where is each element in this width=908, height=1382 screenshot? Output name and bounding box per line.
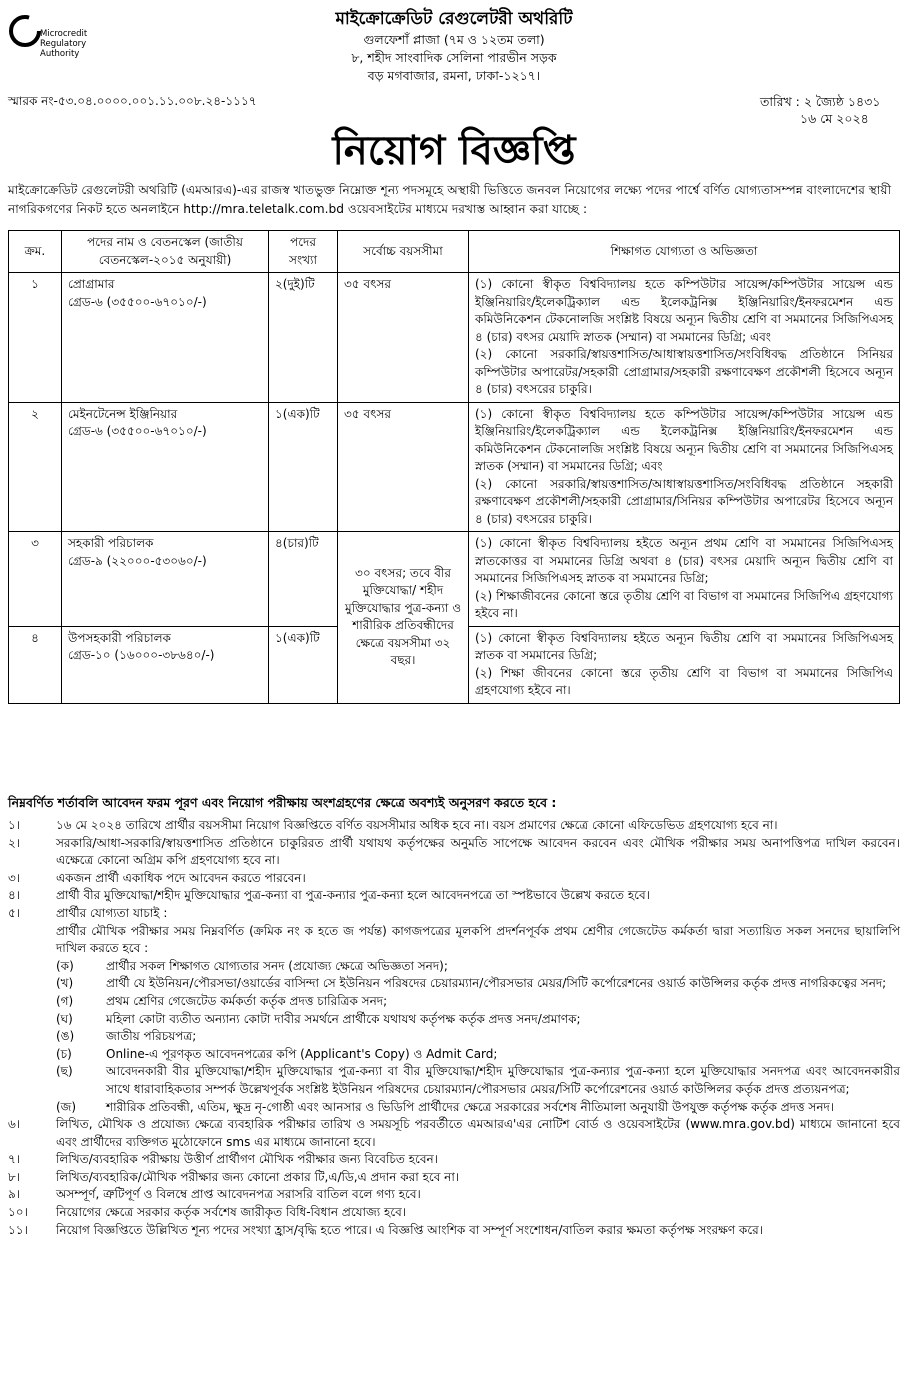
cell-qualification [469, 532, 900, 627]
sub-item-number: (জ) [56, 1099, 77, 1114]
post-grade: গ্রেড-৬ (৩৫৫০০-৬৭০১০/-) [68, 294, 207, 309]
sub-item-text: শারীরিক প্রতিবন্ধী, এতিম, ক্ষুদ্র নৃ-গোষ্ঠী এবং আনসার ও ভিডিপি প্রার্থীদের ক্ষেত্রে সরকারের সর্বশেষ নীতিমালা অনুযায়ী উপযুক্ত কর্তৃপক্ষ কর্তৃক প্রদত্ত সনদ। [106, 1099, 835, 1114]
sub-item-text: Online-এ পূরণকৃত আবেদনপত্রের কপি (Applicant's Copy) ও Admit Card; [106, 1046, 498, 1061]
cell-post [62, 273, 269, 403]
condition-number: ১। [8, 818, 21, 832]
sub-item-text: মহিলা কোটা ব্যতীত অন্যান্য কোটা দাবীর সমর্থনে প্রার্থীকে যথাযথ কর্তৃপক্ষ কর্তৃক প্রদত্ত সনদ/প্রমাণক; [106, 1011, 581, 1026]
header-qualification: শিক্ষাগত যোগ্যতা ও অভিজ্ঞতা [469, 231, 900, 273]
condition-item [8, 887, 900, 905]
sub-item [56, 993, 900, 1011]
cell-post [62, 532, 269, 627]
condition-text [56, 905, 900, 1116]
condition-item [8, 835, 900, 870]
condition-text: একজন প্রার্থী একাধিক পদে আবেদন করতে পারবেন। [56, 870, 306, 885]
condition-number: ৯। [8, 1187, 21, 1202]
condition-item [8, 1204, 900, 1222]
qualification-item: (২) কোনো সরকারি/স্বায়ত্তশাসিত/আধাস্বায়ত্তশাসিত/সংবিধিবদ্ধ প্রতিষ্ঠানে সিনিয়র কম্পিউটার অপারেটর/সহকারী প্রোগ্রামার/সহকারী রক্ষণাবেক্ষণ প্রকৌশলী হিসেবে অন্যূন ৪ (চার) বৎসরের চাকুরি। [475, 347, 893, 396]
sub-item [56, 958, 900, 976]
logo-line: Regulatory [40, 39, 87, 49]
sub-item-number: (ছ) [56, 1064, 73, 1079]
table-row [9, 402, 900, 532]
condition-number: ৩। [8, 870, 21, 885]
condition-text: ১৬ মে ২০২৪ তারিখে প্রার্থীর বয়সসীমা নিয়োগ বিজ্ঞপ্তিতে বর্ণিত বয়সসীমার অধিক হবে না। বয়স প্রমাণের ক্ষেত্রে কোনো এফিডেভিড গ্রহণযোগ্য হবে না। [56, 818, 778, 832]
page-title: নিয়োগ বিজ্ঞপ্তি [332, 127, 576, 174]
cell-qualification [469, 626, 900, 703]
cell-post [62, 626, 269, 703]
condition-item [8, 817, 900, 835]
header-serial: ক্রম. [9, 231, 62, 273]
condition-number: ৭। [8, 1152, 21, 1167]
sub-item [56, 1046, 900, 1064]
condition-number: ৫। [8, 905, 21, 920]
cell-serial: ২ [9, 402, 62, 532]
address-line: বড় মগবাজার, রমনা, ঢাকা-১২১৭। [367, 68, 541, 83]
condition-item [8, 905, 900, 1116]
memo-number: স্মারক নং-৫৩.০৪.০০০০.০০১.১১.০০৮.২৪-১১১৭ [8, 94, 257, 108]
condition-item [8, 1169, 900, 1187]
sub-item [56, 1011, 900, 1029]
condition-number: ৬। [8, 1117, 21, 1132]
sub-item [56, 1063, 900, 1098]
table-row [9, 273, 900, 403]
conditions-list [8, 817, 900, 1239]
qualification-item: (১) কোনো স্বীকৃত বিশ্ববিদ্যালয় হইতে অন্যূন দ্বিতীয় শ্রেণি বা সমমানের সিজিপিএসহ স্নাতক বা সমমানের ডিগ্রি; [475, 630, 893, 662]
cell-count: ২(দুই)টি [269, 273, 338, 403]
sub-item [56, 1099, 900, 1117]
condition-item [8, 870, 900, 888]
post-name: উপসহকারী পরিচালক [68, 630, 171, 645]
sub-item [56, 975, 900, 993]
sub-item-number: (গ) [56, 993, 74, 1008]
cell-age-merged: ৩০ বৎসর; তবে বীর মুক্তিযোদ্ধা/ শহীদ মুক্তিযোদ্ধার পুত্র-কন্যা ও শারীরিক প্রতিবন্ধীদের ক্ষেত্রে বয়সসীমা ৩২ বছর। [338, 532, 469, 704]
header-age: সর্বোচ্চ বয়সসীমা [338, 231, 469, 273]
intro-paragraph: মাইক্রোক্রেডিট রেগুলেটরী অথরিটি (এমআরএ)-এর রাজস্ব খাতভুক্ত নিম্নোক্ত শূন্য পদসমূহে অস্থায়ী ভিত্তিতে জনবল নিয়োগের লক্ষ্যে পদের পার্শ্বে বর্ণিত যোগ্যতাসম্পন্ন বাংলাদেশের স্থায়ী নাগরিকগণের নিকট হতে অনলাইনে http://mra.teletalk.com.bd ওয়েবসাইটের মাধ্যমে দরখাস্ত আহ্বান করা যাচ্ছে : [8, 183, 892, 216]
condition-text: প্রার্থী বীর মুক্তিযোদ্ধা/শহীদ মুক্তিযোদ্ধার পুত্র-কন্যা বা পুত্র-কন্যার পুত্র-কন্যা হলে আবেদনপত্রে তা স্পষ্টভাবে উল্লেখ করতে হবে। [56, 888, 650, 903]
cell-age: ৩৫ বৎসর [338, 273, 469, 403]
address-line: ৮, শহীদ সাংবাদিক সেলিনা পারভীন সড়ক [351, 50, 557, 65]
condition-number: ১০। [8, 1205, 28, 1220]
post-name: প্রোগ্রামার [68, 277, 115, 291]
condition-item [8, 1186, 900, 1204]
qualification-item: (১) কোনো স্বীকৃত বিশ্ববিদ্যালয় হতে কম্পিউটার সায়েন্স/কম্পিউটার সায়েন্স এন্ড ইঞ্জিনিয়ারিং/ইলেকট্রিক্যাল এন্ড ইলেকট্রনিক্স ইঞ্জিনিয়ারিং/ইনফরমেশন এন্ড কমিউনিকেশন টেকনোলজি সংশ্লিষ্ট বিষয়ে অন্যূন দ্বিতীয় শ্রেণি বা সমমানের সিজিপিএসহ স্নাতক (সম্মান) বা সমমানের ডিগ্রি; এবং [475, 406, 893, 473]
condition-text: অসম্পূর্ণ, ত্রুটিপূর্ণ ও বিলম্বে প্রাপ্ত আবেদনপত্র সরাসরি বাতিল বলে গণ্য হবে। [56, 1187, 421, 1202]
post-grade: গ্রেড-১০ (১৬০০০-৩৮৬৪০/-) [68, 648, 215, 662]
condition-item [8, 1222, 900, 1240]
cell-serial: ৩ [9, 532, 62, 627]
qualification-item: (১) কোনো স্বীকৃত বিশ্ববিদ্যালয় হতে কম্পিউটার সায়েন্স/কম্পিউটার সায়েন্স এন্ড ইঞ্জিনিয়ারিং/ইলেকট্রিক্যাল এন্ড ইলেকট্রনিক্স ইঞ্জিনিয়ারিং/ইনফরমেশন এন্ড কমিউনিকেশন টেকনোলজি সংশ্লিষ্ট বিষয়ে অন্যূন দ্বিতীয় শ্রেণি বা সমমানের সিজিপিএসহ ৪ (চার) বৎসর মেয়াদি স্নাতক (সম্মান) বা সমমানের ডিগ্রি; এবং [475, 277, 893, 344]
cell-serial: ১ [9, 273, 62, 403]
sub-item-text: জাতীয় পরিচয়পত্র; [106, 1029, 197, 1044]
table-row [9, 532, 900, 627]
post-name: সহকারী পরিচালক [68, 536, 154, 550]
conditions-title: নিম্নবর্ণিত শর্তাবলি আবেদন ফরম পূরণ এবং নিয়োগ পরীক্ষায় অংশগ্রহণের ক্ষেত্রে অবশ্যই অনুসরণ করতে হবে : [8, 795, 557, 810]
sub-item-number: (ঙ) [56, 1029, 75, 1044]
qualification-item: (২) শিক্ষা জীবনের কোনো স্তরে তৃতীয় শ্রেণি বা বিভাগ বা সমমানের সিজিপিএ গ্রহণযোগ্য হইবে না। [475, 665, 893, 697]
sub-item-text: প্রথম শ্রেণির গেজেটেড কর্মকর্তা কর্তৃক প্রদত্ত চারিত্রিক সনদ; [106, 993, 388, 1008]
post-grade: গ্রেড-৯ (২২০০০-৫৩০৬০/-) [68, 553, 207, 568]
table-header-row [9, 231, 900, 273]
sub-item-text: আবেদনকারী বীর মুক্তিযোদ্ধা/শহীদ মুক্তিযোদ্ধার পুত্র-কন্যা বা বীর মুক্তিযোদ্ধা/শহীদ মুক্তিযোদ্ধার পুত্র-কন্যার পুত্র-কন্যা হলে মুক্তিযোদ্ধার সনদপত্র এবং আবেদনকারীর সাথে ধারাবাহিকতার সম্পর্ক উল্লেখপূর্বক সংশ্লিষ্ট ইউনিয়ন পরিষদের চেয়ারম্যান/পৌরসভার মেয়র/সিটি কর্পোরেশনের ওয়ার্ড কাউন্সিলর কর্তৃক প্রদত্ত প্রত্যয়নপত্র; [106, 1064, 900, 1096]
condition-text: নিয়োগ বিজ্ঞপ্তিতে উল্লিখিত শূন্য পদের সংখ্যা হ্রাস/বৃদ্ধি হতে পারে। এ বিজ্ঞপ্তি আংশিক বা সম্পূর্ণ সংশোধন/বাতিল করার ক্ষমতা কর্তৃপক্ষ সংরক্ষণ করে। [56, 1222, 764, 1237]
cell-count: ৪(চার)টি [269, 532, 338, 627]
org-header [0, 8, 908, 85]
cell-serial: ৪ [9, 626, 62, 703]
sub-item-number: (খ) [56, 976, 74, 991]
condition-item [8, 1151, 900, 1169]
posts-table [8, 230, 900, 704]
qualification-item: (২) কোনো সরকারি/স্বায়ত্তশাসিত/আধাস্বায়ত্তশাসিত/সংবিধিবদ্ধ প্রতিষ্ঠানে সহকারী রক্ষণাবেক্ষণ প্রকৌশলী/সহকারী প্রোগ্রামার/সিনিয়র কম্পিউটার অপারেটর হিসেবে অন্যূন ৪ (চার) বৎসরের চাকুরি। [475, 476, 893, 526]
sub-item-text: প্রার্থী যে ইউনিয়ন/পৌরসভা/ওয়ার্ডের বাসিন্দা সে ইউনিয়ন পরিষদের চেয়ারম্যান/পৌরসভার মেয়র/সিটি কর্পোরেশনের ওয়ার্ড কাউন্সিলর কর্তৃক প্রদত্ত নাগরিকত্বের সনদ; [106, 976, 887, 991]
condition-number: ৮। [8, 1169, 21, 1184]
condition-number: ২। [8, 835, 21, 850]
condition-item [8, 1116, 900, 1151]
condition-text: লিখিত, মৌখিক ও প্রযোজ্য ক্ষেত্রে ব্যবহারিক পরীক্ষার তারিখ ও সময়সূচি পরবর্তীতে এমআরএ'এর নোটিশ বোর্ড ও ওয়েবসাইটের (www.mra.gov.bd) মাধ্যমে জানানো হবে এবং প্রার্থীদের ব্যক্তিগত মুঠোফোনে sms এর মাধ্যমে জানানো হবে। [56, 1117, 900, 1149]
condition-text: সরকারি/আধা-সরকারি/স্বায়ত্তশাসিত প্রতিষ্ঠানে চাকুরিরত প্রার্থী যথাযথ কর্তৃপক্ষের অনুমতি সাপেক্ষে আবেদন করবেন এবং মৌখিক পরীক্ষার সময় অনাপত্তিপত্র দাখিল করবেন। এক্ষেত্রে কোনো অগ্রিম কপি গ্রহণযোগ্য হবে না। [56, 835, 900, 868]
address-line: গুলফেশাঁ প্লাজা (৭ম ও ১২তম তলা) [363, 32, 545, 47]
qualification-item: (১) কোনো স্বীকৃত বিশ্ববিদ্যালয় হইতে অন্যূন প্রথম শ্রেণি বা সমমানের সিজিপিএসহ স্নাতকোত্তর বা সমমানের ডিগ্রি অথবা ৪ (চার) বৎসর মেয়াদি অন্যূন দ্বিতীয় শ্রেণি বা সমমানের সিজিপিএসহ স্নাতক বা সমমানের ডিগ্রি; [475, 536, 893, 585]
logo-line: Microcredit [40, 29, 88, 39]
condition-heading: প্রার্থীর যোগ্যতা যাচাই : [56, 905, 168, 920]
cell-post [62, 402, 269, 532]
condition-5-intro: প্রার্থীর মৌখিক পরীক্ষার সময় নিম্নবর্ণিত (ক্রমিক নং ক হতে জ পর্যন্ত) কাগজপত্রের মূলকপি প্রদর্শনপূর্বক প্রথম শ্রেণীর গেজেটেড কর্মকর্তা দ্বারা সত্যায়িত সকল সনদের ছায়ালিপি দাখিল করতে হবে : [56, 923, 900, 956]
cell-age: ৩৫ বৎসর [338, 402, 469, 532]
sub-item-number: (ঘ) [56, 1011, 73, 1026]
condition-text: লিখিত/ব্যবহারিক পরীক্ষায় উত্তীর্ণ প্রার্থীগণ মৌখিক পরীক্ষার জন্য বিবেচিত হবেন। [56, 1152, 438, 1167]
qualification-item: (২) শিক্ষাজীবনের কোনো স্তরে তৃতীয় শ্রেণি বা বিভাগ বা সমমানের সিজিপিএ গ্রহণযোগ্য হইবে না। [475, 588, 893, 620]
condition-text: নিয়োগের ক্ষেত্রে সরকার কর্তৃক সর্বশেষ জারীকৃত বিধি-বিধান প্রযোজ্য হবে। [56, 1205, 407, 1220]
cell-count: ১(এক)টি [269, 626, 338, 703]
condition-number: ৪। [8, 888, 21, 903]
post-grade: গ্রেড-৬ (৩৫৫০০-৬৭০১০/-) [68, 424, 207, 438]
sub-item-number: (চ) [56, 1046, 72, 1061]
cell-count: ১(এক)টি [269, 402, 338, 532]
cell-qualification [469, 273, 900, 403]
condition-text: লিখিত/ব্যবহারিক/মৌখিক পরীক্ষার জন্য কোনো প্রকার টি,এ/ডি,এ প্রদান করা হবে না। [56, 1169, 460, 1184]
org-name: মাইক্রোক্রেডিট রেগুলেটরী অথরিটি [335, 9, 573, 29]
sub-item-number: (ক) [56, 958, 74, 973]
cell-qualification [469, 402, 900, 532]
sub-item-text: প্রার্থীর সকল শিক্ষাগত যোগ্যতার সনদ (প্রযোজ্য ক্ষেত্রে অভিজ্ঞতা সনদ); [106, 958, 448, 973]
date-english: ১৬ মে ২০২৪ [800, 111, 869, 126]
condition-number: ১১। [8, 1222, 28, 1237]
sub-item [56, 1028, 900, 1046]
date-bangla: তারিখ : ২ জ্যৈষ্ঠ ১৪৩১ [760, 94, 881, 109]
post-name: মেইনটেনেন্স ইঞ্জিনিয়ার [68, 406, 178, 421]
logo-line: Authority [40, 49, 80, 59]
header-post: পদের নাম ও বেতনস্কেল (জাতীয় বেতনস্কেল-২০১৫ অনুযায়ী) [62, 231, 269, 273]
header-count: পদের সংখ্যা [269, 231, 338, 273]
